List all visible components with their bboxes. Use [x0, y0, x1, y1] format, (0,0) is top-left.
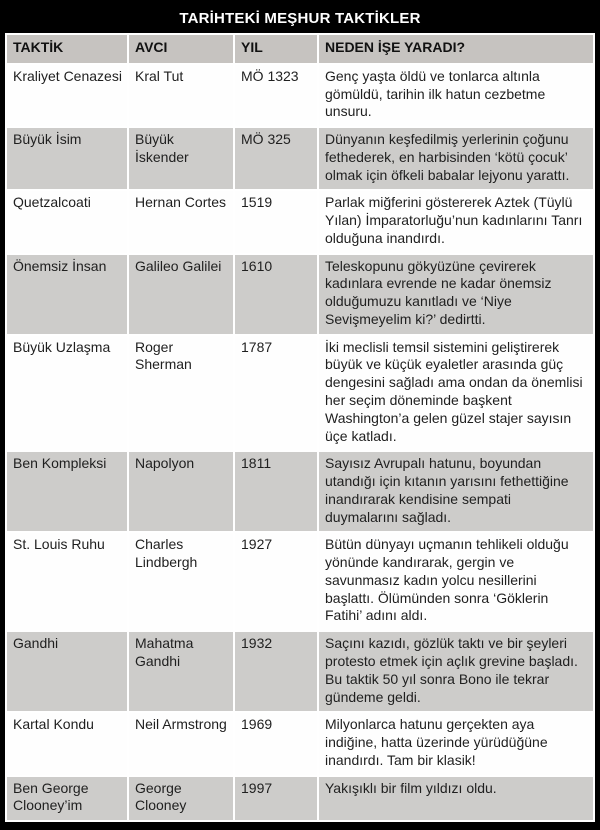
table-row — [7, 713, 593, 774]
table-row — [7, 452, 593, 531]
cell-neden: Sayısız Avrupalı hatunu, boyundan utandığı için kıtanın yarısını fethettiğine inandırarak kendisine sempati duymalarını sağladı. — [319, 452, 593, 531]
cell-avci: Büyük İskender — [129, 128, 233, 189]
cell-yil: 1997 — [235, 777, 317, 821]
cell-taktik: Büyük İsim — [7, 128, 127, 189]
cell-neden: Yakışıklı bir film yıldızı oldu. — [319, 777, 593, 821]
cell-yil: 1927 — [235, 533, 317, 630]
table-row — [7, 632, 593, 711]
cell-neden: Bütün dünyayı uçmanın tehlikeli olduğu yönünde kandırarak, gergin ve savunmasız kadın yolcu nesillerini başlattı. Ölümünden sonra ‘Göklerin Fatihi’ adını aldı. — [319, 533, 593, 630]
table-row — [7, 777, 593, 821]
cell-taktik: Büyük Uzlaşma — [7, 336, 127, 451]
page-title: TARİHTEKİ MEŞHUR TAKTİKLER — [5, 5, 595, 33]
cell-avci: Charles Lindbergh — [129, 533, 233, 630]
cell-neden: Teleskopunu gökyüzüne çevirerek kadınlara evrende ne kadar önemsiz olduğumuzu kanıtladı ve ‘Niye Sevişmeyelim ki?’ dedirtti. — [319, 255, 593, 334]
cell-neden: Parlak miğferini göstererek Aztek (Tüylü Yılan) İmparatorluğu’nun kadınlarını Tanrı olduğuna inandırdı. — [319, 191, 593, 252]
cell-yil: 1932 — [235, 632, 317, 711]
table-row — [7, 336, 593, 451]
cell-avci: Galileo Galilei — [129, 255, 233, 334]
table-row — [7, 255, 593, 334]
cell-yil: 1969 — [235, 713, 317, 774]
cell-taktik: Gandhi — [7, 632, 127, 711]
tactics-table — [5, 33, 595, 822]
cell-taktik: Önemsiz İnsan — [7, 255, 127, 334]
cell-neden: Dünyanın keşfedilmiş yerlerinin çoğunu fethederek, en harbisinden ‘kötü çocuk’ olmak için öfkeli babalar lejyonu yarattı. — [319, 128, 593, 189]
cell-taktik: Kraliyet Cenazesi — [7, 65, 127, 126]
table-body — [7, 65, 593, 820]
column-header-yil: YIL — [235, 35, 317, 63]
cell-avci: Mahatma Gandhi — [129, 632, 233, 711]
cell-avci: Roger Sherman — [129, 336, 233, 451]
cell-yil: MÖ 1323 — [235, 65, 317, 126]
cell-taktik: Kartal Kondu — [7, 713, 127, 774]
table-row — [7, 128, 593, 189]
column-header-taktik: TAKTİK — [7, 35, 127, 63]
cell-neden: Genç yaşta öldü ve tonlarca altınla gömüldü, tarihin ilk hatun cezbetme unsuru. — [319, 65, 593, 126]
cell-avci: Kral Tut — [129, 65, 233, 126]
cell-avci: Hernan Cortes — [129, 191, 233, 252]
cell-yil: 1519 — [235, 191, 317, 252]
cell-avci: Napolyon — [129, 452, 233, 531]
cell-neden: Milyonlarca hatunu gerçekten aya indiğine, hatta üzerinde yürüdüğüne inandırdı. Tam bir klasik! — [319, 713, 593, 774]
cell-yil: 1787 — [235, 336, 317, 451]
table-row — [7, 65, 593, 126]
column-header-neden: NEDEN İŞE YARADI? — [319, 35, 593, 63]
cell-neden: İki meclisli temsil sistemini geliştirerek büyük ve küçük eyaletler arasında güç dengesini sağladı ama ondan da önemlisi her seçim döneminde başkent Washington’a gelen güzel stajer sayısın üçe katladı. — [319, 336, 593, 451]
cell-taktik: Ben George Clooney’im — [7, 777, 127, 821]
cell-avci: Neil Armstrong — [129, 713, 233, 774]
header-row — [7, 35, 593, 63]
cell-yil: MÖ 325 — [235, 128, 317, 189]
cell-avci: George Clooney — [129, 777, 233, 821]
cell-neden: Saçını kazıdı, gözlük taktı ve bir şeyleri protesto etmek için açlık grevine başladı. Bu taktik 50 yıl sonra Bono ile tekrar gündeme geldi. — [319, 632, 593, 711]
column-header-avci: AVCI — [129, 35, 233, 63]
cell-yil: 1811 — [235, 452, 317, 531]
table-row — [7, 533, 593, 630]
table-row — [7, 191, 593, 252]
cell-taktik: Quetzalcoati — [7, 191, 127, 252]
cell-taktik: St. Louis Ruhu — [7, 533, 127, 630]
cell-yil: 1610 — [235, 255, 317, 334]
cell-taktik: Ben Kompleksi — [7, 452, 127, 531]
